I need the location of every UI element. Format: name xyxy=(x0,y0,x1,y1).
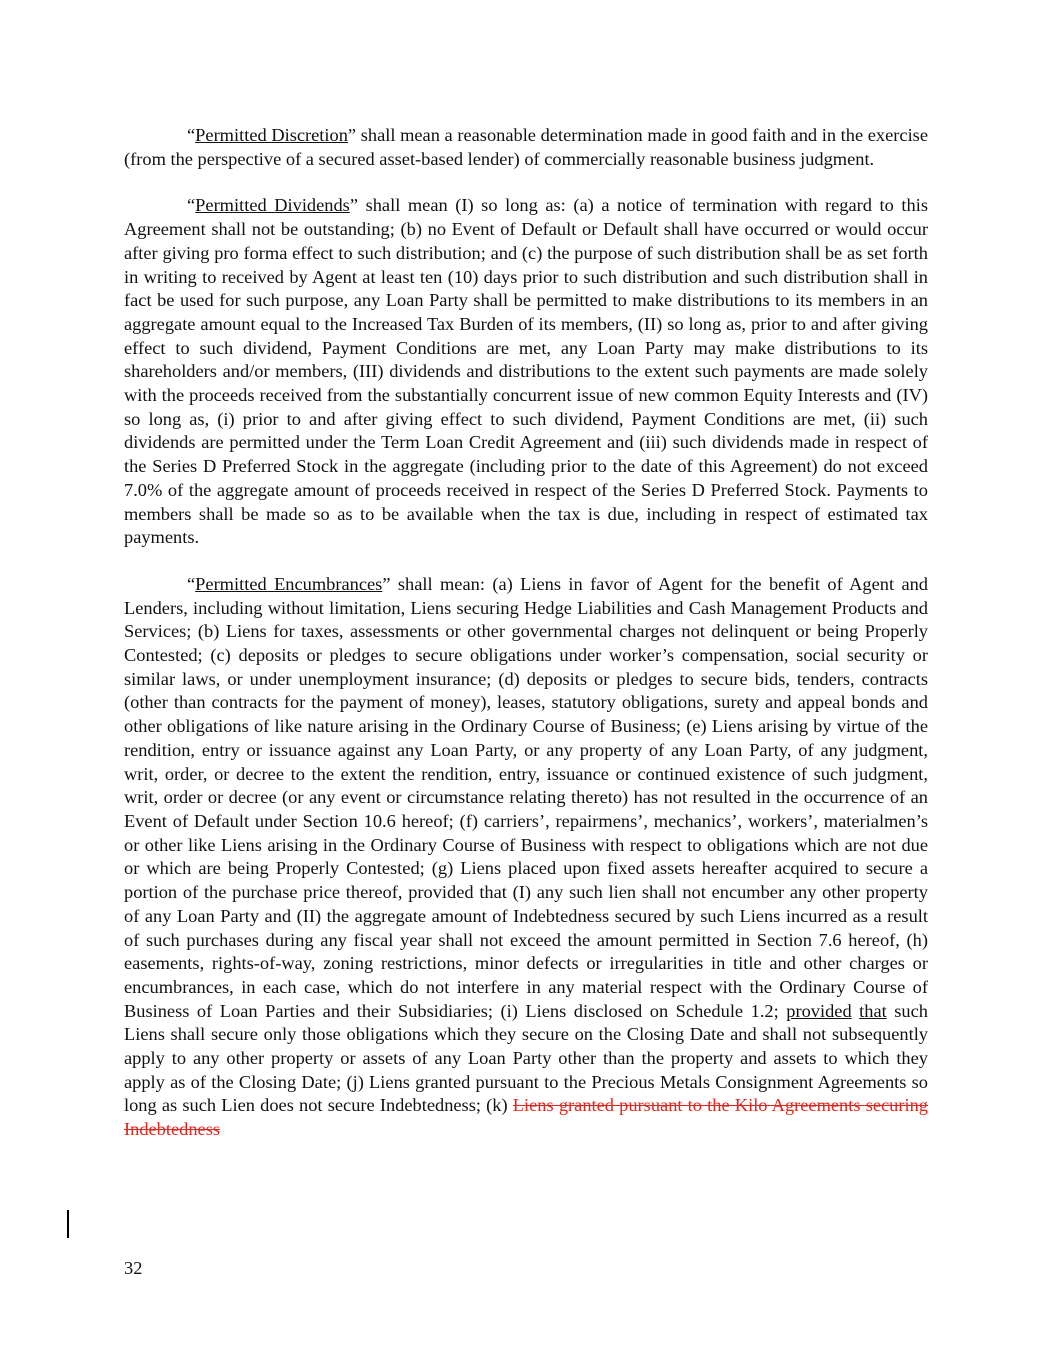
definition-permitted-discretion: “Permitted Discretion” shall mean a reasonable determination made in good faith and in the exercise (from the perspective of a secured asset-based lender) of commercially reasonable business judgment. xyxy=(124,125,928,169)
page-number: 32 xyxy=(124,1258,143,1278)
definition-permitted-dividends: “Permitted Dividends” shall mean (I) so long as: (a) a notice of termination with regard to this Agreement shall not be outstanding; (b) no Event of Default or Default shall have occurred or would occur after giving pro forma effect to such distribution; and (c) the purpose of such distribution shall be as set forth in writing to received by Agent at least ten (10) days prior to such distribution and such distribution shall in fact be used for such purpose, any Loan Party shall be permitted to make distributions to its members in an aggregate amount equal to the Increased Tax Burden of its members, (II) so long as, prior to and after giving effect to such dividend, Payment Conditions are met, any Loan Party may make distributions to its shareholders and/or members, (III) dividends and distributions to the extent such payments are made solely with the proceeds received from the substantially concurrent issue of new common Equity Interests and (IV) so long as, (i) prior to and after giving effect to such dividend, Payment Conditions are met, (ii) such dividends are permitted under the Term Loan Credit Agreement and (iii) such dividends made in respect of the Series D Preferred Stock in the aggregate (including prior to the date of this Agreement) do not exceed 7.0% of the aggregate amount of proceeds received in respect of the Series D Preferred Stock. Payments to members shall be made so as to be available when the tax is due, including in respect of estimated tax payments. xyxy=(124,195,928,548)
definition-text-continued: such Liens shall secure only those obligations which they secure on the Closing Date and shall not subsequently apply to any other property or assets of any Loan Party other than the property and assets to which they apply as of the Closing Date; (j) Liens granted pursuant to the Precious Metals Consignment Agreements so long as such Lien does not secure Indebtedness; (k) xyxy=(124,1000,928,1116)
definition-text: ” shall mean: (a) Liens in favor of Agent for the benefit of Agent and Lenders, including without limitation, Liens securing Hedge Liabilities and Cash Management Products and Services; (b) Liens for taxes, assessments or other governmental charges not delinquent or being Properly Contested; (c) deposits or pledges to secure obligations under worker’s compensation, social security or similar laws, or under unemployment insurance; (d) deposits or pledges to secure bids, tenders, contracts (other than contracts for the payment of money), leases, statutory obligations, surety and appeal bonds and other obligations of like nature arising in the Ordinary Course of Business; (e) Liens arising by virtue of the rendition, entry or issuance against any Loan Party, or any property of any Loan Party, of any judgment, writ, order, or decree to the extent the rendition, entry, issuance or continued existence of such judgment, writ, order or decree (or any event or circumstance relating thereto) has not resulted in the occurrence of an Event of Default under Section 10.6 hereof; (f) carriers’, repairmens’, mechanics’, workers’, materialmen’s or other like Liens arising in the Ordinary Course of Business with respect to obligations which are not due or which are being Properly Contested; (g) Liens placed upon fixed assets hereafter acquired to secure a portion of the purchase price thereof, provided that (I) any such lien shall not encumber any other property of any Loan Party and (II) the aggregate amount of Indebtedness secured by such Liens incurred as a result of such purchases during any fiscal year shall not exceed the amount permitted in Section 7.6 hereof, (h) easements, rights-of-way, zoning restrictions, minor defects or irregularities in title and other charges or encumbrances, in each case, which do not interfere in any material respect with the Ordinary Course of Business of Loan Parties and their Subsidiaries; (i) Liens disclosed on Schedule 1.2; xyxy=(124,573,928,1021)
defined-term: Permitted Encumbrances xyxy=(195,573,383,594)
defined-term: Permitted Dividends xyxy=(195,195,350,216)
definition-text: ” shall mean (I) so long as: (a) a notice of termination with regard to this Agreement shall not be outstanding; (b) no Event of Default or Default shall have occurred or would occur after giving pro forma effect to such distribution; and (c) the purpose of such distribution shall be as set forth in writing to received by Agent at least ten (10) days prior to such distribution and such distribution shall in fact be used for such purpose, any Loan Party shall be permitted to make distributions to its members in an aggregate amount equal to the Increased Tax Burden of its members, (II) so long as, prior to and after giving effect to such dividend, Payment Conditions are met, any Loan Party may make distributions to its shareholders and/or members, (III) dividends and distributions to the extent such payments are made solely with the proceeds received from the substantially concurrent issue of new common Equity Interests and (IV) so long as, (i) prior to and after giving effect to such dividend, Payment Conditions are met, (ii) such dividends are permitted under the Term Loan Credit Agreement and (iii) such dividends made in respect of the Series D Preferred Stock in the aggregate (including prior to the date of this Agreement) do not exceed 7.0% of the aggregate amount of proceeds received in respect of the Series D Preferred Stock. Payments to members shall be made so as to be available when the tax is due, including in respect of estimated tax payments. xyxy=(124,195,928,548)
provided-word: provided xyxy=(786,1000,852,1021)
definition-permitted-encumbrances: “Permitted Encumbrances” shall mean: (a) Liens in favor of Agent for the benefit of Agent and Lenders, including without limitation, Liens securing Hedge Liabilities and Cash Management Products and Services; (b) Liens for taxes, assessments or other governmental charges not delinquent or being Properly Contested; (c) deposits or pledges to secure obligations under worker’s compensation, social security or similar laws, or under unemployment insurance; (d) deposits or pledges to secure bids, tenders, contracts (other than contracts for the payment of money), leases, statutory obligations, surety and appeal bonds and other obligations of like nature arising in the Ordinary Course of Business; (e) Liens arising by virtue of the rendition, entry or issuance against any Loan Party, or any property of any Loan Party, of any judgment, writ, order, or decree to the extent the rendition, entry, issuance or continued existence of such judgment, writ, order or decree (or any event or circumstance relating thereto) has not resulted in the occurrence of an Event of Default under Section 10.6 hereof; (f) carriers’, repairmens’, mechanics’, workers’, materialmen’s or other like Liens arising in the Ordinary Course of Business with respect to obligations which are not due or which are being Properly Contested; (g) Liens placed upon fixed assets hereafter acquired to secure a portion of the purchase price thereof, provided that (I) any such lien shall not encumber any other property of any Loan Party and (II) the aggregate amount of Indebtedness secured by such Liens incurred as a result of such purchases during any fiscal year shall not exceed the amount permitted in Section 7.6 hereof, (h) easements, rights-of-way, zoning restrictions, minor defects or irregularities in title and other charges or encumbrances, in each case, which do not interfere in any material respect with the Ordinary Course of Business of Loan Parties and their Subsidiaries; (i) Liens disclosed on Schedule 1.2; provided that such Liens shall secure only those obligations which they secure on the Closing Date and shall not subsequently apply to any other property or assets of any Loan Party other than the property and assets to which they apply as of the Closing Date; (j) Liens granted pursuant to the Precious Metals Consignment Agreements so long as such Lien does not secure Indebtedness; (k) Liens granted pursuant to the Kilo Agreements securing Indebtedness xyxy=(124,573,929,1140)
defined-term: Permitted Discretion xyxy=(195,125,348,145)
document-page xyxy=(124,124,928,1165)
that-word: that xyxy=(859,1000,887,1021)
definition-text: ” shall mean a reasonable determination made in good faith and in the exercise (from the perspective of a secured asset-based lender) of commercially reasonable business judgment. xyxy=(124,125,928,169)
revision-change-bar xyxy=(67,1210,69,1238)
deleted-text-strikethrough: Liens granted pursuant to the Kilo Agreements securing Indebtedness xyxy=(124,1095,929,1140)
